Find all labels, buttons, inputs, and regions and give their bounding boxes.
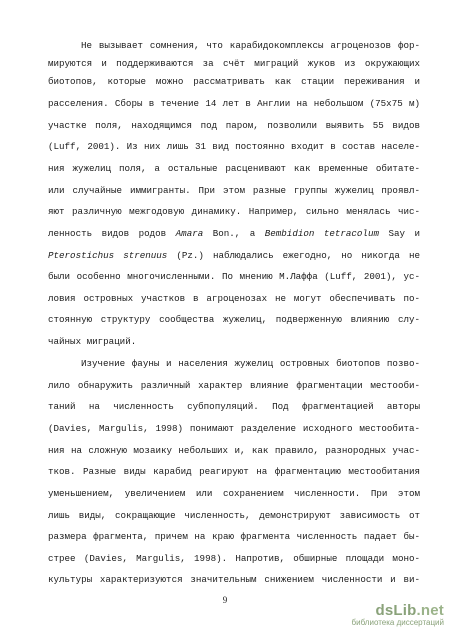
text-line: Не вызывает сомнения, что карабидокомплексы агроценозов фор-: [81, 40, 420, 51]
text-line: тков. Разные виды карабид реагируют на фрагментацию местообитания: [48, 466, 420, 477]
text-line: были особенно многочисленными. По мнению М.Лаффа (Luff, 2001), ус-: [48, 271, 420, 282]
text-line: уменьшением, увеличением или сохранением численности. При этом: [48, 488, 420, 499]
text-line-species: Pterostichus strenuus (Pz.) наблюдались ежегодно, но никогда не: [48, 250, 420, 261]
text-line: мируются и поддерживаются за счёт миграций жуков из окружающих: [48, 58, 420, 69]
text-line: участке поля, находящимся под паром, позволили выявить 55 видов: [48, 120, 420, 131]
text-line-species: ленность видов родов Amara Bon., а Bembidion tetracolum Say и: [48, 228, 420, 239]
text-line: биотопов, которые можно рассматривать как стации переживания и: [48, 76, 420, 87]
text-line: размера фрагмента, причем на краю фрагмента численность падает бы-: [48, 531, 420, 542]
text-line: культуры характеризуются значительным снижением численности и ви-: [48, 574, 420, 585]
text-line: или случайные иммигранты. При этом разные группы жужелиц проявл-: [48, 185, 420, 196]
text-line: ловия островных участков в агроценозах не могут обеспечивать по-: [48, 293, 420, 304]
watermark-logo: dsLib.net: [375, 602, 444, 619]
site-watermark: [336, 602, 444, 630]
text-line: стрее (Davies, Margulis, 1998). Напротив, обширные площади моно-: [48, 553, 420, 564]
text-line: стоянную структуру сообщества жужелиц, подверженную влиянию слу-: [48, 314, 420, 325]
text-line: ния на сложную мозаику небольших и, как правило, разнородных учас-: [48, 445, 420, 456]
text-line: чайных миграций.: [48, 336, 137, 347]
text-line: (Davies, Margulis, 1998) понимают разделение исходного местообита-: [48, 423, 420, 434]
text-line: яют различную межгодовую динамику. Например, сильно менялась чис-: [48, 206, 420, 217]
page-number: 9: [222, 595, 228, 605]
text-line: лило обнаружить различный характер влияние фрагментации местооби-: [48, 380, 420, 391]
text-line: лишь виды, сокращающие численность, демонстрируют зависимость от: [48, 510, 420, 521]
text-line: таний на численность субпопуляций. Под фрагментацией авторы: [48, 401, 420, 412]
text-line: ния жужелиц поля, а остальные расценивают как временные обитате-: [48, 163, 420, 174]
text-line: Изучение фауны и населения жужелиц островных биотопов позво-: [81, 358, 420, 369]
text-line: расселения. Сборы в течение 14 лет в Англии на небольшом (75х75 м): [48, 98, 420, 109]
watermark-subtitle: библиотека диссертаций: [351, 618, 444, 627]
text-line: (Luff, 2001). Из них лишь 31 вид постоянно входит в состав населе-: [48, 141, 420, 152]
